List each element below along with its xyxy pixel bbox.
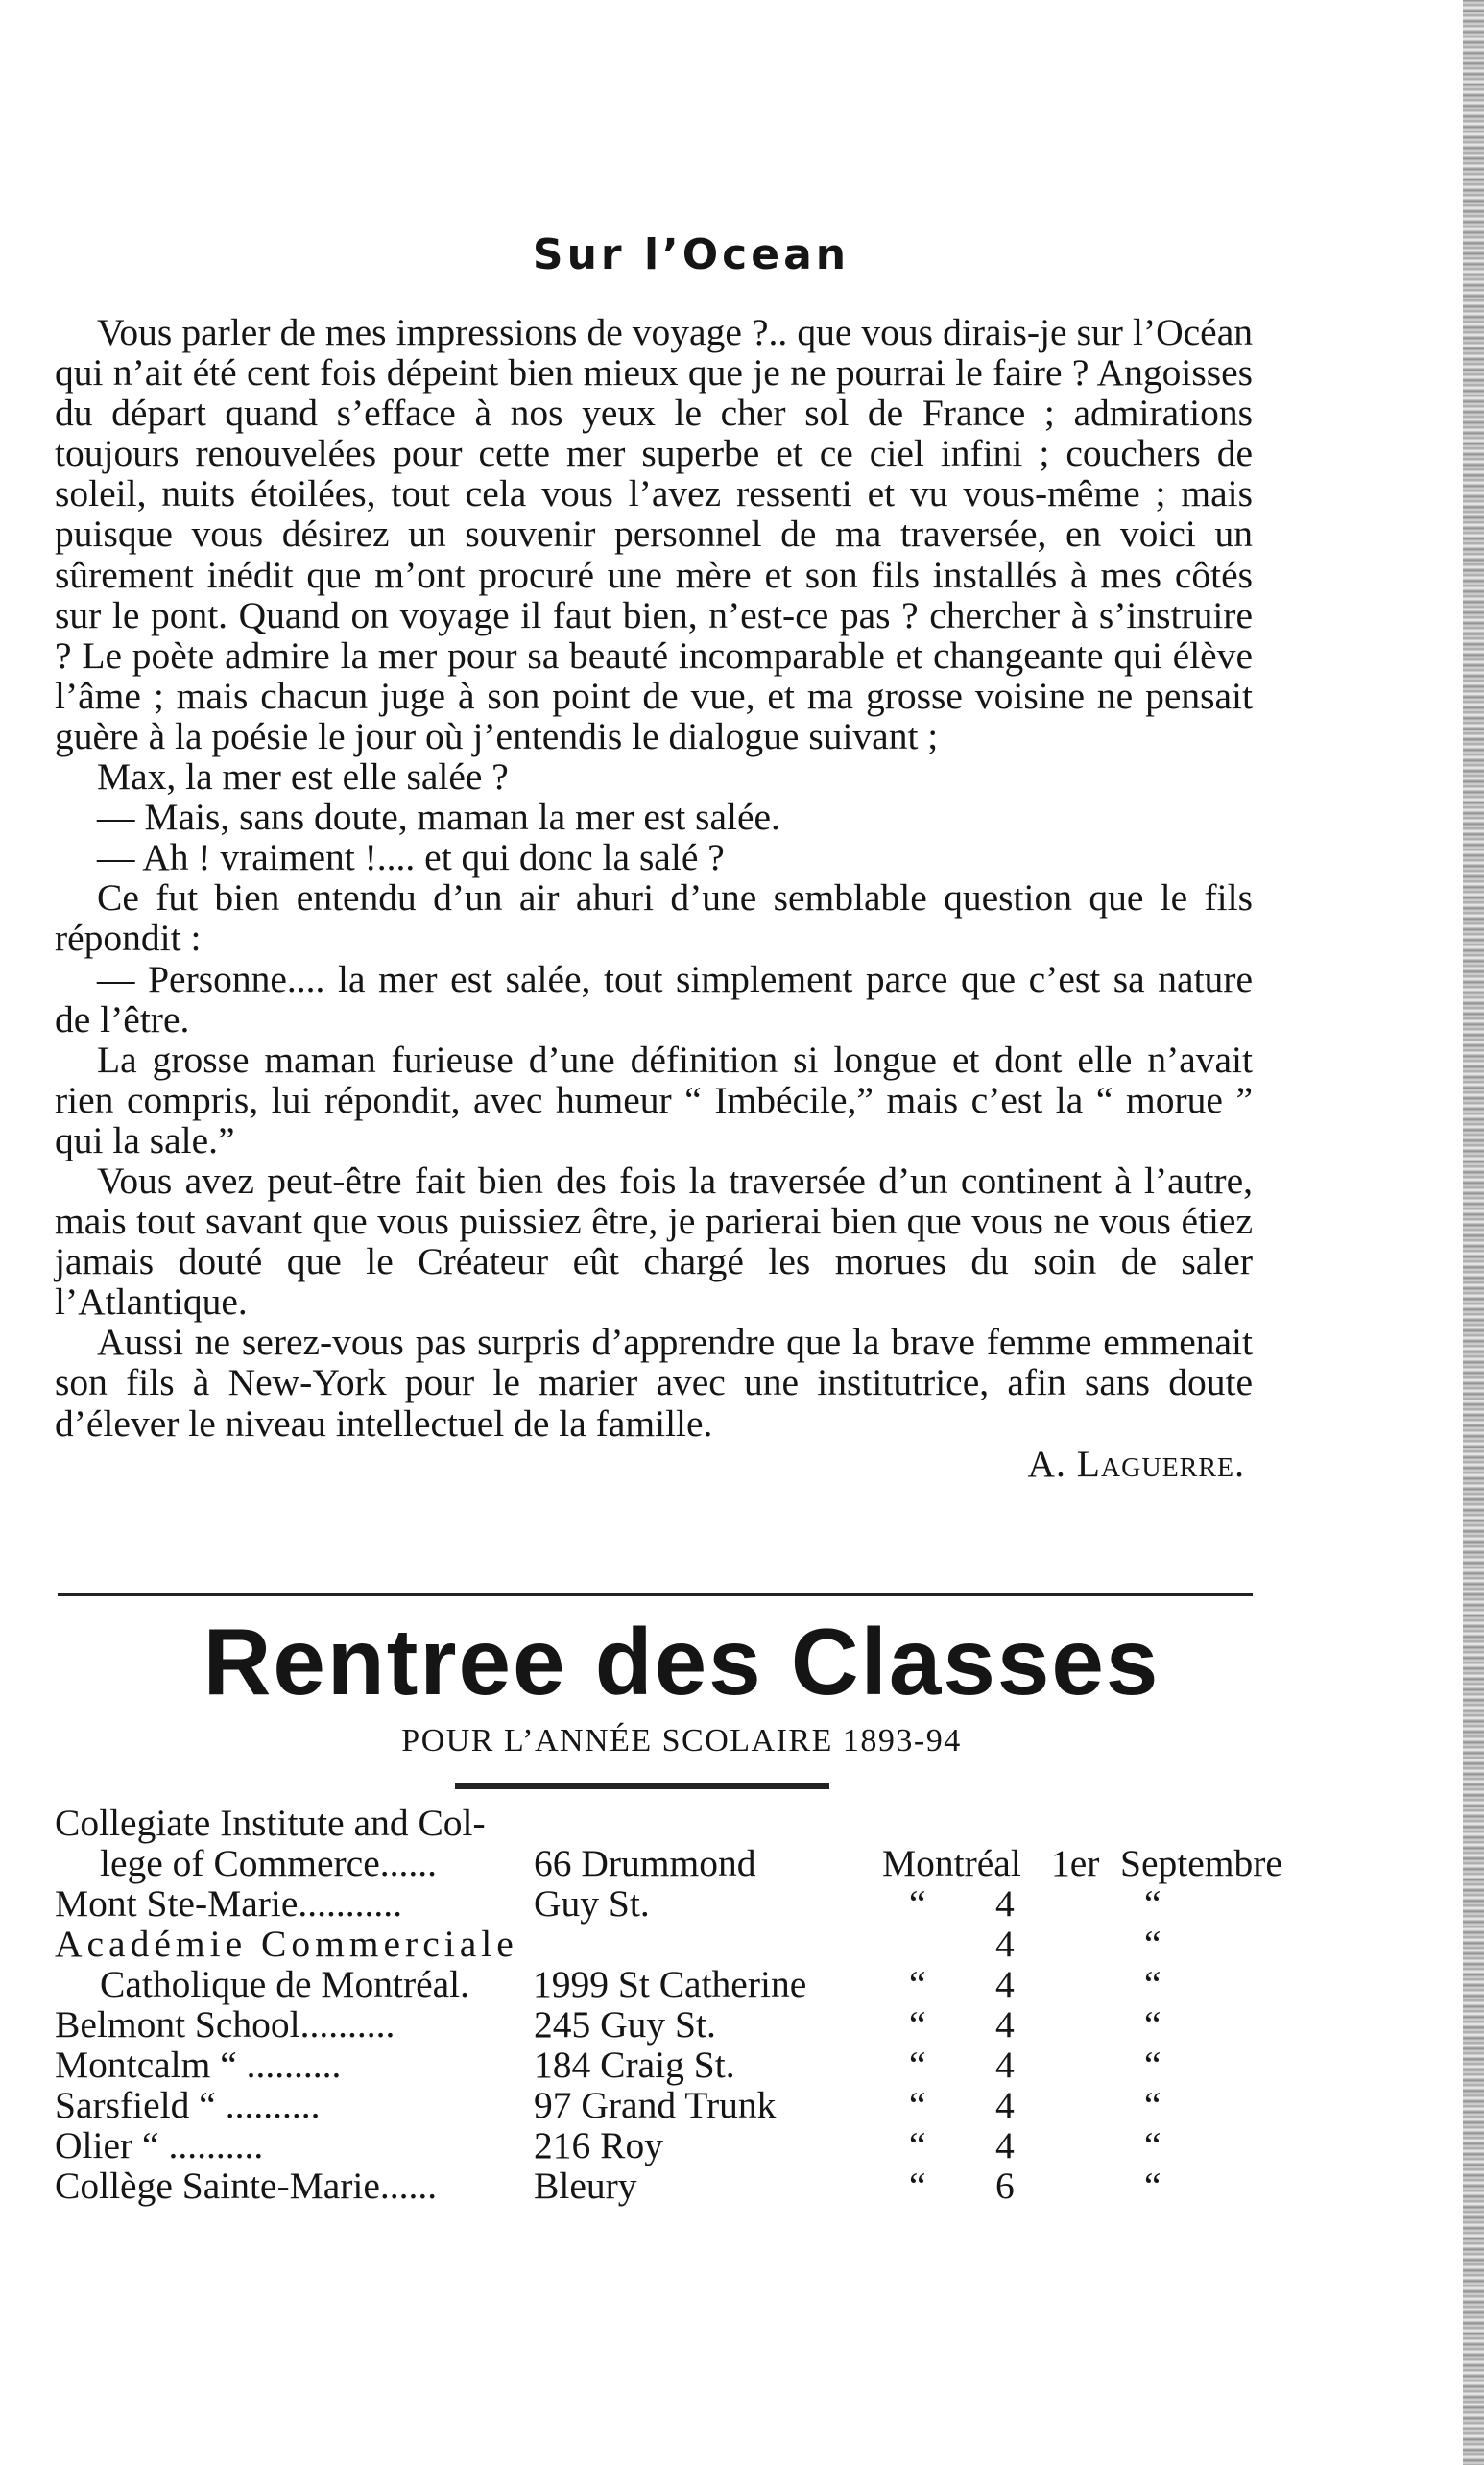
school-name: lege of Commerce...... (100, 1842, 437, 1884)
school-name: Académie Commerciale (55, 1923, 518, 1965)
ditto-mark: “ (1144, 2003, 1161, 2046)
article-paragraph: Max, la mer est elle salée ? (97, 755, 509, 799)
schools-subtitle: POUR L’ANNÉE SCOLAIRE 1893-94 (401, 1723, 962, 1759)
ditto-mark: “ (909, 2165, 926, 2207)
school-address: Guy St. (534, 1882, 650, 1925)
school-address: 66 Drummond (534, 1842, 756, 1884)
school-name: Collège Sainte-Marie...... (55, 2165, 438, 2207)
ditto-mark: “ (1144, 2124, 1161, 2166)
school-name: Montcalm “ .......... (55, 2044, 342, 2086)
school-month: Septembre (1120, 1842, 1282, 1884)
school-day: 4 (995, 1963, 1015, 2005)
table-row (55, 2085, 1264, 2125)
school-name: Olier “ .......... (55, 2124, 264, 2166)
school-day: 4 (995, 1882, 1015, 1925)
article-paragraph: — Personne.... la mer est salée, tout simplement parce que c’est sa nature de l’être. (55, 957, 1253, 1041)
table-row (55, 1883, 1264, 1924)
article-author: A. Laguerre. (1027, 1442, 1245, 1485)
school-address: 1999 St Catherine (533, 1963, 807, 2005)
schools-table (55, 1802, 1282, 2207)
school-address: Bleury (534, 2165, 637, 2207)
ditto-mark: “ (909, 1882, 926, 1925)
article-paragraph: Vous avez peut-être fait bien des fois la traversée d’un continent à l’autre, mais tout savant que vous puissiez être, je parierai bien que vous ne vous étiez jamais douté que le Créateur eût chargé les morues du soin de saler l’Atlantique. (55, 1159, 1253, 1324)
table-row (55, 1924, 1264, 1964)
ditto-mark: “ (1144, 2044, 1161, 2086)
school-day: 6 (995, 2165, 1015, 2207)
ditto-mark: “ (1144, 1963, 1161, 2005)
table-row (55, 2004, 1264, 2045)
table-row (55, 1964, 1264, 2004)
article-paragraph: — Mais, sans doute, maman la mer est salée. (97, 796, 780, 839)
school-name: Belmont School.......... (55, 2003, 395, 2046)
ditto-mark: “ (909, 2084, 926, 2126)
school-name: Mont Ste-Marie........... (55, 1882, 403, 1925)
school-address: 97 Grand Trunk (534, 2084, 777, 2126)
school-name: Collegiate Institute and Col- (55, 1802, 486, 1844)
ditto-mark: “ (1144, 1923, 1161, 1965)
school-day: 4 (995, 2044, 1015, 2086)
article-paragraph: Aussi ne serez-vous pas surpris d’apprendre que la brave femme emmenait son fils à New-York pour le marier avec une institutrice, afin sans doute d’élever le niveau intellectuel de la famille. (55, 1321, 1253, 1445)
article-title: Sur l’Ocean (532, 230, 850, 279)
ditto-mark: “ (1144, 1882, 1161, 1925)
table-row (55, 2166, 1264, 2206)
school-day: 4 (995, 2003, 1015, 2046)
school-city: Montréal (882, 1842, 1021, 1884)
school-day: 4 (995, 1923, 1015, 1965)
ditto-mark: “ (909, 2124, 926, 2166)
article-body (55, 312, 1253, 1484)
ditto-mark: “ (909, 2044, 926, 2086)
schools-title: Rentree des Classes (203, 1609, 1161, 1714)
ditto-mark: “ (909, 2003, 926, 2046)
page-edge-shadow (1463, 0, 1484, 2465)
article-paragraph: Vous parler de mes impressions de voyage ?.. que vous dirais-je sur l’Océan qui n’ait été cent fois dépeint bien mieux que je ne pourrai le faire ? Angoisses du départ quand s’efface à nos yeux le cher sol de France ; admirations toujours renouvelées pour cette mer superbe et ce ciel infini ; couchers de soleil, nuits étoilées, tout cela vous l’avez ressenti et vu vous-même ; mais puisque vous désirez un souvenir personnel de ma traversée, en voici un sûrement inédit que m’ont procuré une mère et son fils installés à mes côtés sur le pont. Quand on voyage il faut bien, n’est-ce pas ? chercher à s’instruire ? Le poète admire la mer pour sa beauté incomparable et changeante qui élève l’âme ; mais chacun juge à son point de vue, et ma grosse voisine ne pensait guère à la poésie le jour où j’entendis le dialogue suivant ; (55, 311, 1253, 757)
table-row (55, 1803, 1264, 1843)
table-row (55, 1842, 1282, 1884)
subtitle-divider (455, 1783, 829, 1789)
school-address: 245 Guy St. (534, 2003, 716, 2046)
ditto-mark: “ (1144, 2165, 1161, 2207)
school-day: 4 (995, 2084, 1015, 2126)
school-day: 1er (1051, 1842, 1100, 1884)
section-divider (58, 1593, 1253, 1596)
article-paragraph: Ce fut bien entendu d’un air ahuri d’une semblable question que le fils répondit : (55, 876, 1253, 960)
school-address: 184 Craig St. (534, 2044, 735, 2086)
school-day: 4 (995, 2124, 1015, 2166)
school-name: Sarsfield “ .......... (55, 2084, 321, 2126)
article-paragraph: — Ah ! vraiment !.... et qui donc la salé ? (97, 836, 725, 879)
ditto-mark: “ (909, 1963, 926, 2005)
article-paragraph: La grosse maman furieuse d’une définition si longue et dont elle n’avait rien compris, lui répondit, avec humeur “ Imbécile,” mais c’est la “ morue ” qui la sale.” (55, 1038, 1253, 1161)
school-address: 216 Roy (534, 2124, 663, 2166)
table-row (55, 2045, 1264, 2085)
ditto-mark: “ (1144, 2084, 1161, 2126)
school-name: Catholique de Montréal. (100, 1963, 470, 2005)
table-row (55, 2125, 1264, 2166)
